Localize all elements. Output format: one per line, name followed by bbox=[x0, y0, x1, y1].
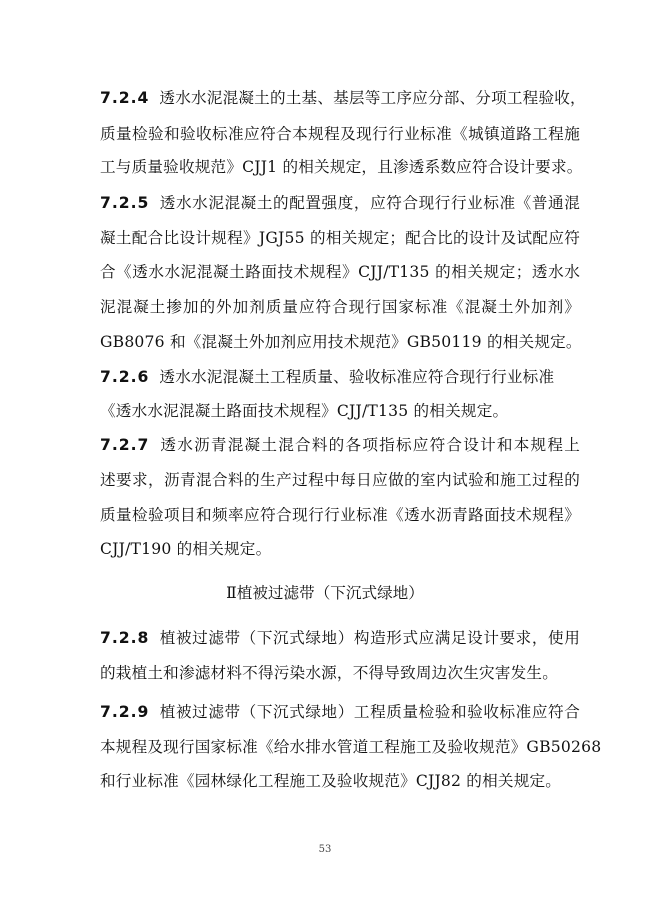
clause-7-2-5-line-5: GB8076 和《混凝土外加剂应用技术规范》GB50119 的相关规定。 bbox=[100, 333, 582, 351]
clause-7-2-7-line-1 bbox=[100, 435, 580, 455]
clause-number: 7.2.4 bbox=[100, 89, 150, 107]
clause-text: 透水水泥混凝土的配置强度，应符合现行行业标准《普通混 bbox=[159, 194, 580, 212]
clause-text: 透水沥青混凝土混合料的各项指标应符合设计和本规程上 bbox=[159, 436, 580, 454]
clause-number: 7.2.7 bbox=[100, 436, 150, 454]
clause-text: 透水水泥混凝土工程质量、验收标准应符合现行行业标准 bbox=[159, 368, 555, 386]
clause-7-2-5-line-3: 合《透水水泥混凝土路面技术规程》CJJ/T135 的相关规定；透水水 bbox=[100, 263, 580, 281]
clause-7-2-7-line-2: 述要求，沥青混合料的生产过程中每日应做的室内试验和施工过程的 bbox=[100, 471, 580, 489]
clause-7-2-6-line-2: 《透水水泥混凝土路面技术规程》CJJ/T135 的相关规定。 bbox=[100, 402, 509, 420]
page-number: 53 bbox=[318, 844, 332, 855]
clause-number: 7.2.5 bbox=[100, 194, 150, 212]
clause-7-2-7-line-4: CJJ/T190 的相关规定。 bbox=[100, 540, 272, 558]
clause-text: 透水水泥混凝土的土基、基层等工序应分部、分项工程验收， bbox=[159, 89, 586, 107]
clause-number: 7.2.9 bbox=[100, 703, 150, 721]
clause-7-2-5-line-4: 泥混凝土掺加的外加剂质量应符合现行国家标准《混凝土外加剂》 bbox=[100, 298, 580, 316]
clause-7-2-5-line-1 bbox=[100, 193, 580, 213]
clause-7-2-4-line-2: 质量检验和验收标准应符合本规程及现行行业标准《城镇道路工程施 bbox=[100, 125, 580, 143]
clause-7-2-7-line-3: 质量检验项目和频率应符合现行行业标准《透水沥青路面技术规程》 bbox=[100, 506, 580, 524]
clause-7-2-4-line-3: 工与质量验收规范》CJJ1 的相关规定，且渗透系数应符合设计要求。 bbox=[100, 158, 583, 176]
clause-7-2-9-line-2: 本规程及现行国家标准《给水排水管道工程施工及验收规范》GB50268 bbox=[100, 738, 602, 756]
clause-7-2-6-line-1 bbox=[100, 367, 580, 387]
clause-number: 7.2.8 bbox=[100, 629, 150, 647]
clause-text: 植被过滤带（下沉式绿地）构造形式应满足设计要求，使用 bbox=[159, 629, 580, 647]
section-heading: Ⅱ植被过滤带（下沉式绿地） bbox=[226, 584, 424, 602]
clause-7-2-5-line-2: 凝土配合比设计规程》JGJ55 的相关规定；配合比的设计及试配应符 bbox=[100, 229, 580, 247]
clause-number: 7.2.6 bbox=[100, 368, 150, 386]
clause-text: 植被过滤带（下沉式绿地）工程质量检验和验收标准应符合 bbox=[159, 703, 580, 721]
clause-7-2-4-line-1 bbox=[100, 88, 586, 108]
clause-7-2-8-line-1 bbox=[100, 628, 580, 648]
clause-7-2-9-line-3: 和行业标准《园林绿化工程施工及验收规范》CJJ82 的相关规定。 bbox=[100, 772, 562, 790]
clause-7-2-8-line-2: 的栽植土和渗滤材料不得污染水源，不得导致周边次生灾害发生。 bbox=[100, 664, 559, 682]
clause-7-2-9-line-1 bbox=[100, 702, 580, 722]
